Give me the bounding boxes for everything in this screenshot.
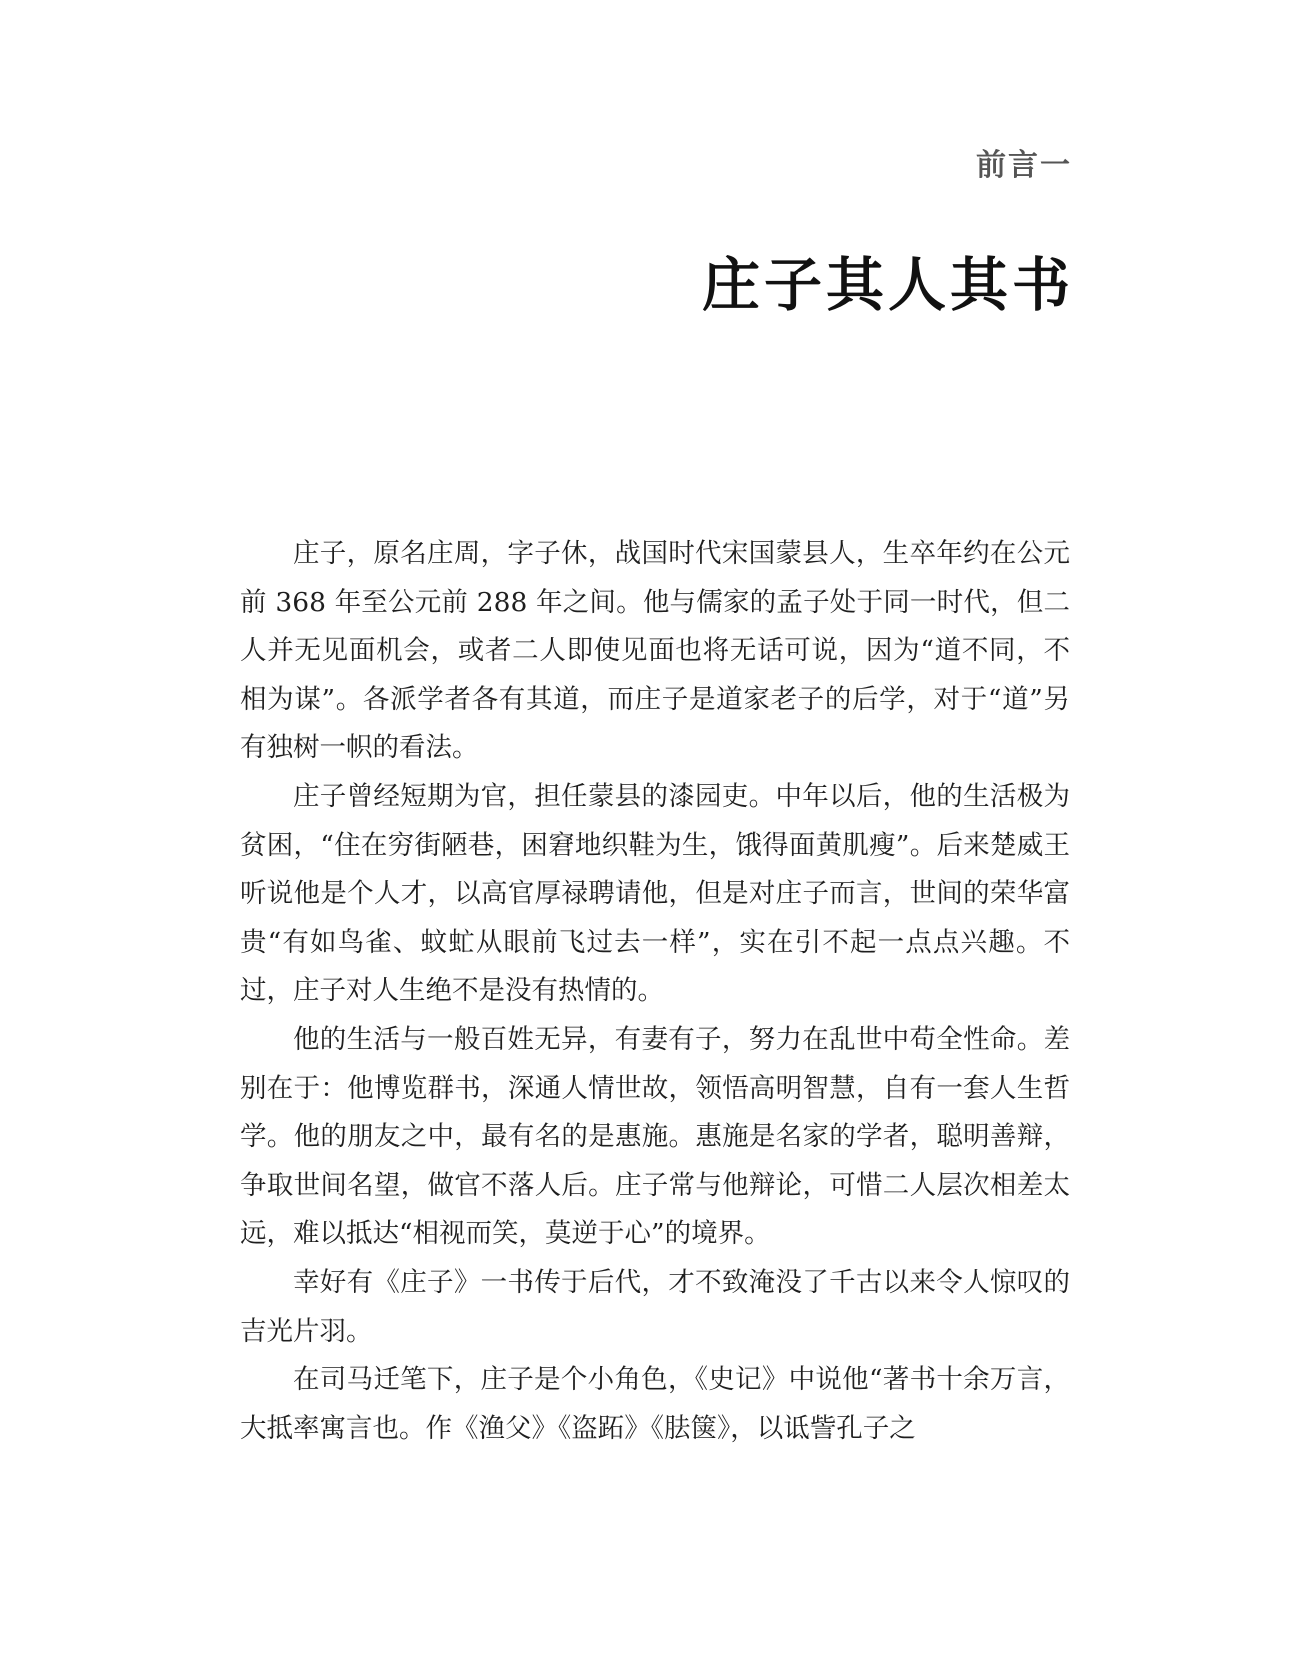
- paragraph: 他的生活与一般百姓无异，有妻有子，努力在乱世中苟全性命。差别在于：他博览群书，深通人情世故，领悟高明智慧，自有一套人生哲学。他的朋友之中，最有名的是惠施。惠施是名家的学者，聪明善辩，争取世间名望，做官不落人后。庄子常与他辩论，可惜二人层次相差太远，难以抵达“相视而笑，莫逆于心”的境界。: [240, 1023, 1070, 1250]
- body-text: [240, 530, 1070, 1453]
- paragraph: 幸好有《庄子》一书传于后代，才不致淹没了千古以来令人惊叹的吉光片羽。: [240, 1266, 1070, 1347]
- paragraph: 庄子曾经短期为官，担任蒙县的漆园吏。中年以后，他的生活极为贫困，“住在穷街陋巷，困窘地织鞋为生，饿得面黄肌瘦”。后来楚威王听说他是个人才，以高官厚禄聘请他，但是对庄子而言，世间的荣华富贵“有如鸟雀、蚊虻从眼前飞过去一样”，实在引不起一点点兴趣。不过，庄子对人生绝不是没有热情的。: [240, 780, 1070, 1007]
- paragraph: 庄子，原名庄周，字子休，战国时代宋国蒙县人，生卒年约在公元前 368 年至公元前 288 年之间。他与儒家的孟子处于同一时代，但二人并无见面机会，或者二人即使见面也将无话可说，因为“道不同，不相为谋”。各派学者各有其道，而庄子是道家老子的后学，对于“道”另有独树一帜的看法。: [240, 538, 1070, 764]
- chapter-title: 庄子其人其书: [701, 251, 1074, 319]
- paragraph: 在司马迁笔下，庄子是个小角色，《史记》中说他“著书十余万言，大抵率寓言也。作《渔父》《盗跖》《胠箧》，以诋訾孔子之: [240, 1364, 1070, 1444]
- section-label: 前言一: [976, 148, 1072, 183]
